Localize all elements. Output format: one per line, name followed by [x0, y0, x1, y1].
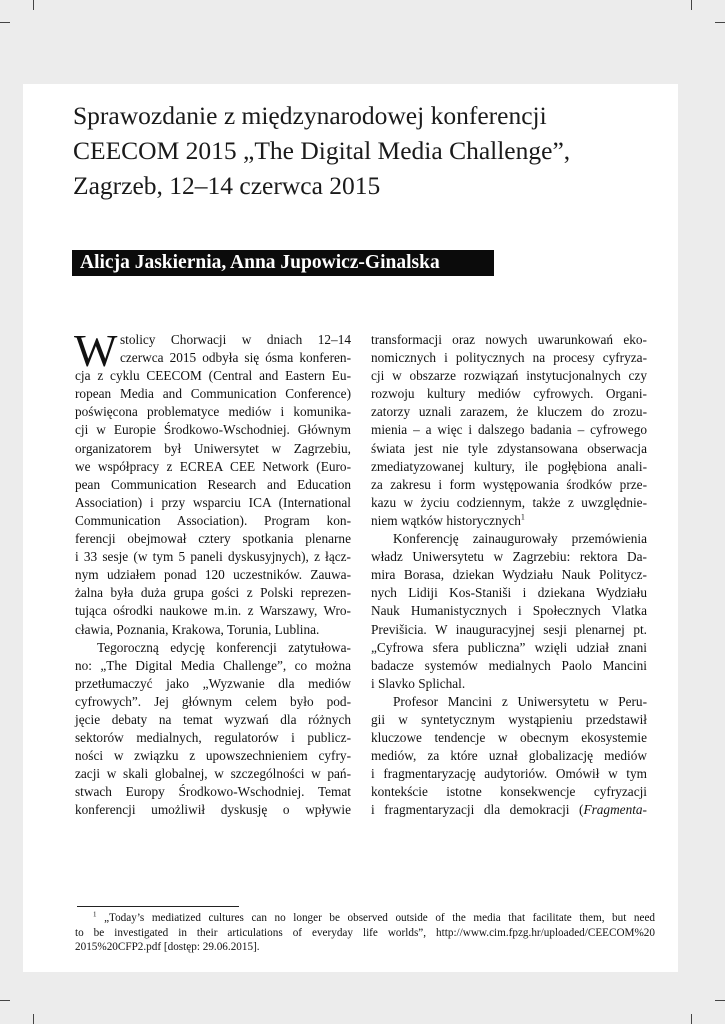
text-line: stolicy Chorwacji w dniach 12–14 — [120, 332, 351, 347]
title-line: CEECOM 2015 „The Digital Media Challenge”, — [73, 136, 571, 165]
italic-text: Fragmenta- — [583, 802, 647, 818]
footnote-number: 1 — [93, 910, 97, 919]
text-line: kazu w życiu codziennym, także z uwzględnie- — [371, 494, 647, 510]
text-line: Nauk Humanistycznych i Społecznych Vlatka — [371, 603, 647, 619]
text-line: kontekście istotne konsekwencje cyfryzacji — [371, 784, 647, 800]
text-line: zmediatyzowanej kultury, ile pogłębiona anali- — [371, 458, 647, 474]
text-line: Tegoroczną edycję konferencji zatytułowa- — [97, 639, 351, 655]
text-line: Profesor Mancini z Uniwersytetu w Peru- — [393, 693, 647, 709]
text-line: Previšicia. W inauguracyjnej sesji plenarnej pt. — [371, 621, 647, 637]
text-line: ferencji obejmował cztery spotkania plenarne — [75, 531, 351, 547]
text-line: ności w związku z upowszechnieniem cyfry- — [75, 748, 351, 764]
text-line: i 33 sesje (w tym 5 paneli dyskusyjnych), z łącz- — [75, 549, 351, 565]
text-line: stwach Europy Środkowo-Wschodniej. Temat — [75, 784, 351, 800]
text-fragment: „Today’s mediatized cultures can no longer be observed outside of the media that facilitate them, but need — [104, 912, 656, 924]
text-line: cji w obszarze rozwiązań instytucjonalnych czy — [371, 368, 647, 384]
text-line: Konferencję zainaugurowały przemówienia — [393, 531, 647, 547]
paper-page — [23, 84, 678, 972]
text-line: we współpracy z ECREA CEE Network (Euro- — [75, 458, 351, 474]
paragraph — [371, 331, 647, 530]
crop-mark-top-right — [715, 22, 725, 23]
text-line: władz Uniwersytetu w Zagrzebiu: rektora Da- — [371, 549, 647, 565]
text-line: mira Borasa, dziekan Wydziału Nauk Politycz- — [371, 567, 647, 583]
left-column — [74, 325, 351, 820]
text-line: Association) i przy wsparciu ICA (International — [75, 494, 351, 510]
text-line: poświęcona problematyce mediów i komunika- — [75, 404, 351, 420]
text-line: organizatorem był Uniwersytet w Zagrzebiu, — [75, 440, 351, 456]
drop-cap: W — [74, 325, 118, 376]
text-line: rozwoju kultury mediów cyfrowych. Organi- — [371, 386, 647, 402]
footnote-line[interactable]: to be investigated in their articulations of everyday life worlds”, http://www.cim.fpzg.hr/uploaded/CEECOM%20 — [75, 926, 655, 939]
authors-banner — [72, 250, 494, 276]
footnote — [75, 911, 655, 955]
text-line: gii w syntetycznym wystąpieniu przedstawił — [371, 711, 647, 727]
paragraph — [74, 325, 351, 639]
crop-mark-bottom-right-v — [691, 1014, 692, 1024]
text-fragment: i fragmentaryzacji dla demokracji ( — [371, 802, 584, 818]
text-line: przetłumaczyć jako „Wyzwanie dla mediów — [75, 675, 351, 691]
paragraph — [371, 530, 647, 693]
text-fragment: niem wątków historycznych — [371, 512, 521, 528]
text-line: cji w Europie Środkowo-Wschodniej. Głównym — [75, 422, 351, 438]
text-line — [371, 801, 647, 819]
text-line: i Slavko Splichal. — [371, 675, 466, 691]
authors: Alicja Jaskiernia, Anna Jupowicz-Ginalska — [80, 252, 440, 273]
text-line: świata jest nie tyle zdystansowana obserwacja — [371, 440, 647, 456]
text-line: nym udziałem ponad 120 uczestników. Zauwa- — [75, 567, 351, 583]
text-line: żalna była duża grupa gości z Polski reprezen- — [75, 585, 351, 601]
text-line: cja z cyklu CEECOM (Central and Eastern Eu- — [75, 368, 351, 384]
crop-mark-bottom-right — [715, 1000, 725, 1001]
crop-mark-top-left — [0, 22, 10, 23]
text-line: „Cyfrowa sfera publiczna” wzięli udział znani — [371, 639, 647, 655]
text-line: transformacji oraz nowych uwarunkowań eko- — [371, 332, 647, 347]
text-line: pean Communication Research and Education — [75, 476, 351, 492]
text-line: konferencji umożliwił dyskusję o wpływie — [75, 802, 351, 818]
right-column — [371, 331, 647, 820]
text-line: cyfrowych”. Jej głównym celem było pod- — [75, 693, 351, 709]
text-line: badacze systemów medialnych Paolo Mancini — [371, 657, 647, 673]
article-title — [73, 98, 653, 203]
text-line: kluczowe tendencje w obecnym ekosystemie — [371, 730, 647, 746]
crop-mark-top-right-v — [691, 0, 692, 10]
crop-mark-bottom-left-v — [33, 1014, 34, 1024]
crop-mark-top-left-v — [33, 0, 34, 10]
text-line: zatorzy uznali zarazem, że kluczem do zrozu- — [371, 404, 647, 420]
text-line: Communication Association). Program kon- — [75, 512, 351, 528]
footnote-line[interactable]: 2015%20CFP2.pdf [dostęp: 29.06.2015]. — [75, 941, 260, 954]
text-line: czerwca 2015 odbyła się ósma konferen- — [120, 350, 351, 366]
title-line: Zagrzeb, 12–14 czerwca 2015 — [73, 171, 381, 200]
text-line: nomicznych i politycznych na procesy cyfryza- — [371, 350, 647, 366]
text-line: nych Lidiji Kos-Staniši i dziekana Wydziału — [371, 585, 647, 601]
text-line: ropean Media and Communication Conference) — [75, 386, 351, 402]
text-line: za zakresu i form występowania środków prze- — [371, 476, 647, 492]
text-line: zacji w skali globalnej, w szczególności w pań- — [75, 766, 351, 782]
crop-mark-bottom-left — [0, 1000, 10, 1001]
text-line: mienia – a więc i dalszego badania – cyfrowego — [371, 422, 647, 438]
text-line — [371, 512, 647, 530]
text-line: jęcie debaty na temat wyzwań dla różnych — [75, 711, 351, 727]
paragraph — [371, 693, 647, 820]
paragraph — [75, 639, 351, 820]
text-line: no: „The Digital Media Challenge”, co można — [75, 657, 351, 673]
footnote-reference[interactable]: 1 — [520, 512, 525, 522]
text-line: tująca ośrodki naukowe m.in. z Warszawy, Wro- — [75, 603, 351, 619]
text-line: i fragmentaryzację audytoriów. Omówił w tym — [371, 766, 647, 782]
footnote-line — [75, 911, 655, 926]
text-line: sektorów medialnych, regulatorów i publicz- — [75, 730, 351, 746]
text-line: cławia, Poznania, Krakowa, Torunia, Lublina. — [75, 621, 320, 637]
text-line: mediów, za które uznał globalizację mediów — [371, 748, 647, 764]
footnote-separator — [77, 906, 239, 907]
title-line: Sprawozdanie z międzynarodowej konferencji — [73, 101, 547, 130]
